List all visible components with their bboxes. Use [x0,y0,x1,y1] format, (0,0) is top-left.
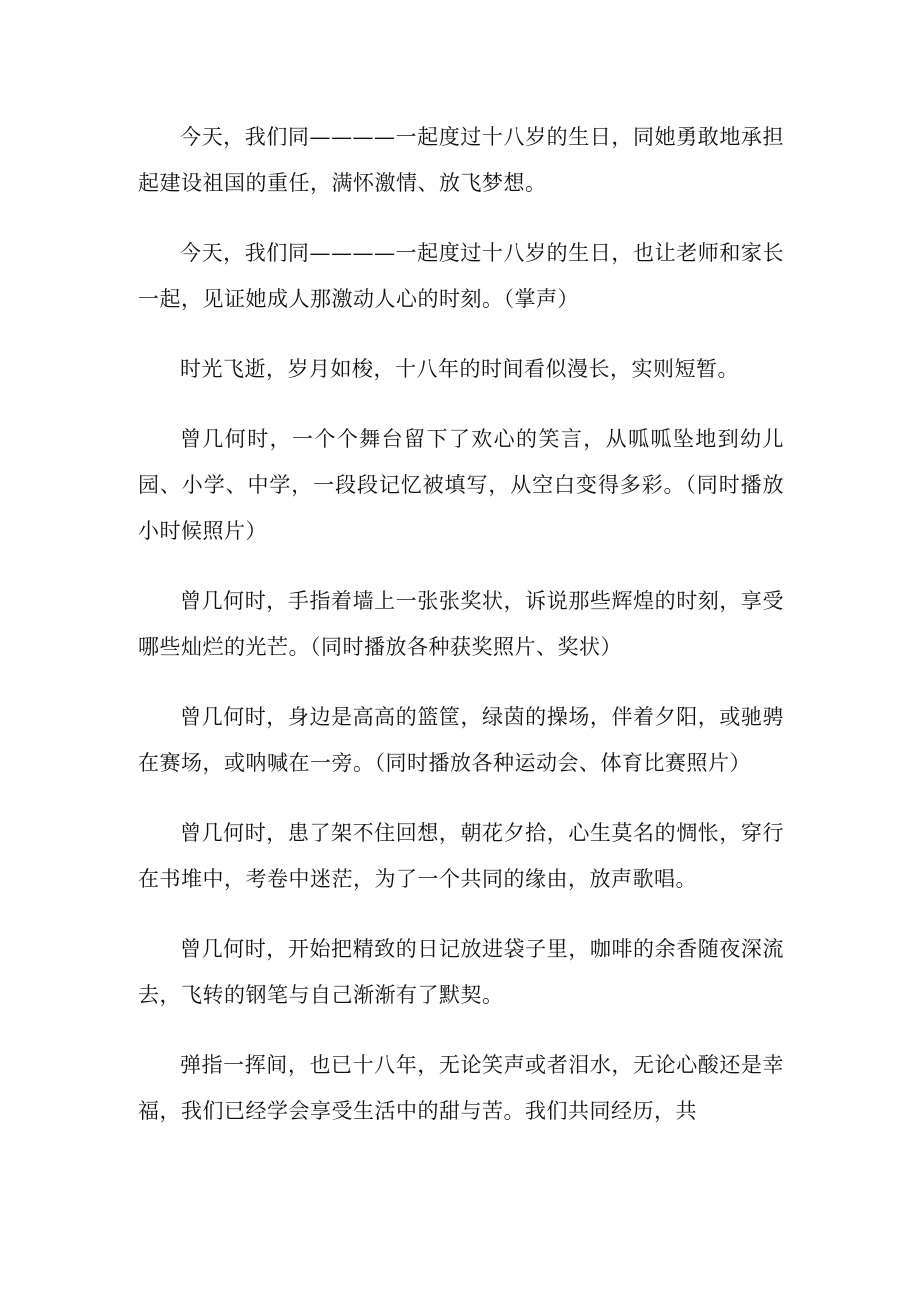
paragraph-7: 曾几何时，患了架不住回想，朝花夕拾，心生莫名的惆怅，穿行在书堆中，考卷中迷茫，为了一个共同的缘由，放声歌唱。 [138,821,784,891]
paragraph-9: 弹指一挥间，也已十八年，无论笑声或者泪水，无论心酸还是幸福，我们已经学会享受生活中的甜与苦。我们共同经历，共 [138,1053,784,1123]
paragraph-3: 时光飞逝，岁月如梭，十八年的时间看似漫长，实则短暂。 [180,357,739,381]
paragraph-6: 曾几何时，身边是高高的篮筐，绿茵的操场，伴着夕阳，或驰骋在赛场，或呐喊在一旁。（同时播放各种运动会、体育比赛照片） [138,705,784,775]
paragraph-2: 今天，我们同————一起度过十八岁的生日，也让老师和家长一起，见证她成人那激动人心的时刻。（掌声） [138,241,784,311]
paragraph-5: 曾几何时，手指着墙上一张张奖状，诉说那些辉煌的时刻，享受哪些灿烂的光芒。（同时播放各种获奖照片、奖状） [138,589,784,659]
document-body [138,114,784,1158]
paragraph-4: 曾几何时，一个个舞台留下了欢心的笑言，从呱呱坠地到幼儿园、小学、中学，一段段记忆被填写，从空白变得多彩。（同时播放小时候照片） [138,427,784,543]
paragraph-8: 曾几何时，开始把精致的日记放进袋子里，咖啡的余香随夜深流去，飞转的钢笔与自己渐渐有了默契。 [138,937,784,1007]
paragraph-1: 今天，我们同————一起度过十八岁的生日，同她勇敢地承担起建设祖国的重任，满怀激情、放飞梦想。 [138,125,784,195]
